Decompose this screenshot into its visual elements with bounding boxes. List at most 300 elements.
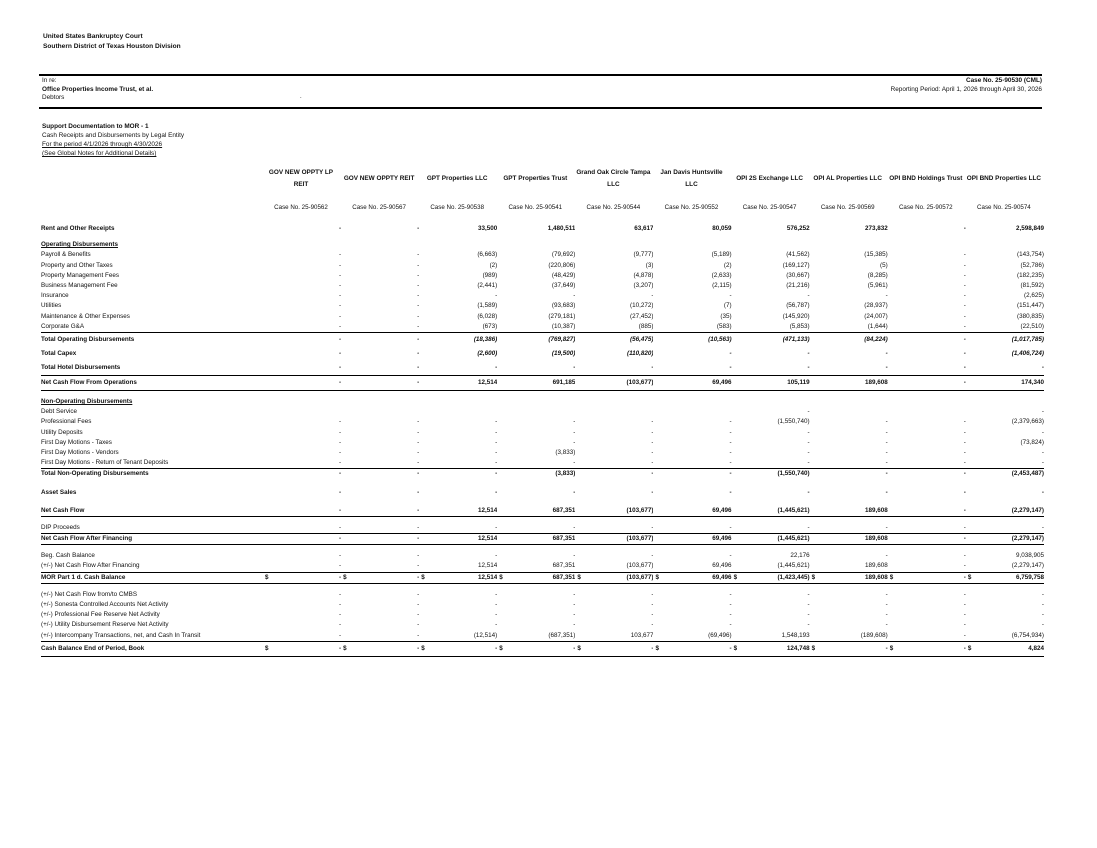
cell-amount: -	[495, 611, 498, 619]
cell-amount: (73,824)	[1020, 438, 1044, 446]
cell-amount: (93,683)	[551, 302, 576, 310]
cell-value	[653, 224, 731, 234]
cell-amount: -	[963, 601, 966, 609]
row-label: First Day Motions - Taxes	[41, 438, 112, 446]
cell-amount: -	[495, 470, 498, 478]
cell-amount: -	[729, 601, 732, 609]
cell-value	[885, 438, 966, 448]
cell-value	[807, 600, 888, 610]
cell-value	[575, 417, 653, 427]
cell-value	[963, 641, 1044, 656]
cell-value	[497, 561, 575, 572]
entity-name-header: Jan Davis Huntsville LLC	[660, 169, 723, 188]
cell-value	[575, 428, 653, 438]
row-label: Non-Operating Disbursements	[41, 398, 133, 406]
cell-value	[732, 600, 810, 610]
table-row	[41, 523, 1044, 534]
cell-value	[575, 641, 653, 656]
cell-value	[885, 551, 966, 561]
cell-amount: -	[417, 459, 420, 467]
cell-value	[575, 347, 653, 361]
cell-value	[653, 376, 731, 391]
cell-amount: (2,379,663)	[1011, 418, 1044, 426]
cell-amount: -	[495, 590, 498, 598]
cell-amount: -	[417, 292, 420, 300]
cell-amount: -	[495, 644, 498, 652]
cell-value	[338, 417, 420, 427]
cell-value	[338, 301, 420, 311]
cell-amount: -	[651, 488, 654, 496]
cell-value	[497, 641, 575, 656]
cell-value	[653, 397, 731, 407]
table-row	[41, 271, 1044, 281]
cell-amount: -	[417, 225, 420, 232]
cell-value	[575, 448, 653, 458]
cell-value	[810, 551, 888, 561]
cell-value	[810, 469, 888, 480]
cell-value	[653, 417, 731, 427]
cell-amount: -	[807, 590, 810, 598]
cell-amount: -	[651, 470, 654, 478]
entity-name-header: GPT Properties LLC	[426, 175, 488, 182]
cell-amount: (2,633)	[711, 271, 732, 279]
cell-value	[810, 561, 888, 572]
cell-value	[810, 281, 888, 291]
cell-amount: -	[417, 621, 420, 629]
row-label: (+/-) Net Cash Flow After Financing	[41, 561, 263, 572]
cell-amount: -	[1041, 459, 1044, 467]
cell-amount: -	[963, 261, 966, 269]
cell-value	[732, 458, 810, 469]
cell-value	[810, 376, 888, 391]
cell-amount: 124,748	[786, 644, 810, 652]
cell-amount: (2,279,147)	[1011, 562, 1044, 570]
cell-amount: -	[885, 488, 888, 496]
cell-value	[888, 261, 966, 271]
row-label: Utility Deposits	[41, 428, 83, 436]
row-label: Insurance	[41, 292, 69, 300]
cell-value	[732, 572, 810, 583]
cell-value	[419, 551, 497, 561]
entity-name-header: Grand Oak Circle Tampa LLC	[576, 169, 651, 188]
cell-value	[263, 458, 341, 469]
cell-value	[653, 301, 731, 311]
table-row	[41, 333, 1044, 348]
cell-amount: -	[573, 459, 576, 467]
cell-amount: -	[963, 506, 966, 514]
cell-value	[653, 407, 731, 417]
cell-amount: (103,677)	[626, 506, 654, 514]
cell-amount: -	[338, 506, 342, 514]
table-row	[41, 620, 1044, 630]
cell-value	[885, 448, 966, 458]
cell-value	[810, 534, 888, 545]
cell-value	[497, 376, 575, 391]
cell-value	[497, 428, 575, 438]
row-label: MOR Part 1 d. Cash Balance	[41, 572, 263, 583]
cell-amount: 9,038,905	[1015, 552, 1044, 560]
cell-amount: -	[1041, 364, 1044, 372]
table-row	[41, 486, 1044, 500]
cell-value	[732, 250, 810, 260]
cell-amount: -	[1041, 449, 1044, 457]
cell-value	[575, 561, 653, 572]
cell-amount: (6,663)	[477, 251, 498, 259]
cell-amount: (1,017,785)	[1011, 336, 1044, 344]
row-label: Corporate G&A	[41, 322, 263, 333]
entity-case-number: Case No. 25-90562	[274, 204, 328, 211]
header-top-rule	[39, 74, 1042, 76]
cell-value	[963, 312, 1044, 322]
cell-amount: (103,677)	[626, 562, 654, 570]
cell-value	[732, 240, 810, 250]
cell-amount: (182,235)	[1017, 271, 1044, 279]
cell-value	[807, 291, 888, 301]
cell-amount: 189,608	[864, 562, 888, 570]
cell-amount: (10,272)	[630, 302, 654, 310]
cell-value	[575, 523, 653, 534]
row-label: First Day Motions - Return of Tenant Deposits	[41, 458, 263, 469]
cell-value	[419, 590, 497, 600]
entity-name-header: GOV NEW OPPTY LP REIT	[268, 169, 334, 188]
cell-value	[338, 523, 420, 534]
cell-value	[885, 417, 966, 427]
entity-name-header: OPI AL Properties LLC	[813, 175, 882, 182]
cell-value	[653, 261, 731, 271]
cell-value	[732, 322, 810, 333]
cell-value	[807, 428, 888, 438]
currency-symbol: $	[265, 573, 269, 581]
cell-amount: -	[495, 449, 498, 457]
cell-amount: -	[651, 644, 654, 652]
cell-value	[419, 322, 497, 333]
cell-amount: (79,692)	[551, 251, 576, 259]
cell-value	[338, 641, 420, 656]
cell-amount: -	[651, 364, 654, 372]
cell-amount: (5,961)	[867, 282, 888, 290]
cell-amount: (2,279,147)	[1011, 535, 1044, 543]
cell-amount: -	[963, 350, 966, 358]
cell-value	[497, 361, 575, 376]
cell-value	[575, 312, 653, 322]
cell-value	[263, 469, 341, 480]
cell-value	[497, 534, 575, 545]
row-label: Professional Fees	[41, 418, 92, 426]
cell-value	[653, 240, 731, 250]
cell-amount: -	[963, 438, 966, 446]
cell-amount: -	[338, 590, 342, 598]
cell-value	[888, 271, 966, 281]
cell-amount: (22,510)	[1020, 322, 1044, 330]
cell-value	[888, 322, 966, 333]
cell-value	[419, 281, 497, 291]
cell-amount: (52,786)	[1020, 261, 1044, 269]
cell-value	[263, 281, 341, 291]
cell-value	[732, 590, 810, 600]
cell-amount: 576,252	[786, 225, 810, 232]
cell-amount: -	[338, 379, 342, 387]
cell-amount: -	[495, 552, 498, 560]
cell-value	[963, 333, 1044, 348]
cell-value	[575, 458, 653, 469]
table-row	[41, 534, 1044, 545]
cell-amount: -	[573, 488, 576, 496]
cell-value	[885, 486, 966, 500]
cell-value	[885, 458, 966, 469]
cell-amount: -	[651, 523, 654, 531]
cell-amount: -	[963, 573, 966, 581]
cell-value	[732, 486, 810, 500]
cell-value	[497, 610, 575, 620]
cell-amount: (56,475)	[630, 336, 654, 344]
cell-amount: (471,133)	[782, 336, 810, 344]
cell-value	[885, 523, 966, 534]
table-row	[41, 250, 1044, 260]
cell-value	[653, 361, 731, 376]
cell-value	[575, 631, 653, 642]
cell-amount: (35)	[720, 312, 732, 320]
cell-amount: (769,827)	[548, 336, 576, 344]
cell-value	[732, 361, 810, 376]
cell-value	[263, 407, 341, 417]
cell-amount: (19,500)	[551, 350, 576, 358]
cell-value	[263, 620, 341, 630]
cell-value	[263, 631, 341, 642]
cell-amount: 1,480,511	[547, 225, 576, 232]
cell-value	[263, 534, 341, 545]
cell-amount: (8,285)	[867, 271, 888, 279]
cell-amount: -	[651, 611, 654, 619]
cell-amount: -	[573, 621, 576, 629]
row-label: Operating Disbursements	[41, 241, 118, 249]
cell-value	[338, 610, 420, 620]
entity-case-number: Case No. 25-90574	[977, 204, 1031, 211]
cell-value	[732, 407, 810, 417]
cell-amount: -	[573, 428, 576, 436]
cell-value	[263, 600, 341, 610]
cell-value	[963, 250, 1044, 260]
cell-amount: -	[338, 428, 342, 436]
cell-amount: (15,385)	[864, 251, 888, 259]
cell-value	[807, 486, 888, 500]
cell-amount: -	[338, 523, 342, 531]
cell-amount: (56,787)	[786, 302, 810, 310]
cell-value	[963, 534, 1044, 545]
cell-amount: -	[573, 292, 576, 300]
cell-amount: -	[885, 418, 888, 426]
entity-name-header: GOV NEW OPPTY REIT	[343, 175, 415, 182]
cell-value	[807, 523, 888, 534]
cell-amount: -	[338, 459, 342, 467]
cell-amount: -	[729, 470, 732, 478]
cell-amount: -	[729, 590, 732, 598]
cell-value	[810, 301, 888, 311]
cell-value	[419, 301, 497, 311]
cell-value	[263, 486, 341, 500]
cell-value	[419, 291, 497, 301]
row-label: Business Management Fee	[41, 282, 118, 290]
cell-amount: -	[963, 611, 966, 619]
cell-value	[963, 438, 1044, 448]
cell-amount: -	[338, 336, 342, 344]
cell-amount: -	[1041, 611, 1044, 619]
cell-value	[341, 240, 419, 250]
cell-value	[732, 376, 810, 391]
court-district: Southern District of Texas Houston Division	[43, 43, 181, 50]
table-row	[41, 397, 1044, 407]
cell-amount: -	[963, 364, 966, 372]
cell-amount: -	[417, 590, 420, 598]
cell-value	[419, 428, 497, 438]
cell-value	[732, 428, 810, 438]
cell-value	[575, 322, 653, 333]
cell-value	[338, 534, 420, 545]
cell-value	[263, 361, 341, 376]
cell-value	[810, 506, 888, 517]
cell-value	[497, 417, 575, 427]
cell-amount: (41,562)	[786, 251, 810, 259]
cell-value	[338, 551, 420, 561]
cell-value	[732, 417, 810, 427]
cell-amount: -	[338, 621, 342, 629]
cell-value	[419, 641, 497, 656]
currency-symbol: $	[499, 644, 503, 652]
cell-value	[963, 281, 1044, 291]
cell-value	[497, 397, 575, 407]
cell-amount: -	[885, 292, 888, 300]
cell-value	[263, 506, 341, 517]
cell-amount: -	[651, 459, 654, 467]
cell-value	[419, 261, 497, 271]
cell-amount: -	[963, 336, 966, 344]
cell-value	[807, 458, 888, 469]
cell-value	[419, 376, 497, 391]
cell-value	[810, 333, 888, 348]
cell-value	[732, 469, 810, 480]
cell-value	[810, 417, 888, 427]
entity-case-number: Case No. 25-90547	[742, 204, 797, 211]
entity-name-header: GPT Properties Trust	[503, 175, 568, 182]
cell-value	[888, 407, 966, 417]
debtor-name: Office Properties Income Trust, et al.	[42, 85, 154, 93]
cell-amount: (885)	[638, 322, 654, 330]
cell-value	[419, 458, 497, 469]
cell-amount: 22,176	[790, 552, 810, 560]
cell-amount: -	[885, 611, 888, 619]
currency-symbol: $	[733, 573, 738, 581]
cell-value	[419, 333, 497, 348]
cell-value	[653, 486, 731, 500]
cell-value	[497, 469, 575, 480]
cell-value	[885, 347, 966, 361]
cell-value	[419, 397, 497, 407]
cell-value	[653, 438, 731, 448]
cell-value	[653, 281, 731, 291]
cell-value	[653, 458, 731, 469]
cell-value	[419, 561, 497, 572]
cell-value	[497, 407, 575, 417]
cell-value	[653, 523, 731, 534]
cell-value	[497, 620, 575, 630]
table-row	[41, 281, 1044, 291]
cell-value	[653, 291, 731, 301]
support-block	[42, 122, 184, 158]
cell-amount: -	[963, 535, 966, 543]
reporting-period: Reporting Period: April 1, 2026 through April 30, 2026	[890, 85, 1042, 93]
table-row	[41, 376, 1044, 391]
cell-value	[263, 572, 341, 583]
table-row	[41, 291, 1044, 301]
cell-amount: 12,514	[478, 506, 498, 514]
cell-value	[653, 347, 731, 361]
cell-amount: -	[807, 621, 810, 629]
cell-amount: -	[573, 364, 576, 372]
cell-amount: -	[1041, 601, 1044, 609]
cell-value	[810, 322, 888, 333]
cell-amount: (1,445,621)	[777, 506, 810, 514]
cell-value	[807, 590, 888, 600]
cell-amount: (151,447)	[1017, 302, 1044, 310]
table-row	[41, 551, 1044, 561]
cell-amount: -	[417, 350, 420, 358]
currency-symbol: $	[421, 573, 425, 581]
cell-amount: -	[963, 251, 966, 259]
cell-amount: (10,387)	[551, 322, 576, 330]
cell-amount: -	[338, 312, 342, 320]
table-row	[41, 600, 1044, 610]
cell-value	[575, 572, 653, 583]
cell-value	[575, 534, 653, 545]
cell-amount: -	[417, 535, 420, 543]
cell-amount: -	[573, 611, 576, 619]
cell-amount: -	[885, 621, 888, 629]
cell-amount: -	[338, 271, 342, 279]
cell-value	[963, 271, 1044, 281]
cell-amount: -	[885, 428, 888, 436]
cell-amount: -	[495, 601, 498, 609]
cell-value	[263, 240, 341, 250]
cell-value	[963, 417, 1044, 427]
court-name: United States Bankruptcy Court	[43, 33, 143, 40]
cell-amount: (5)	[880, 261, 888, 269]
cell-amount: (1,644)	[867, 322, 888, 330]
cell-value	[419, 469, 497, 480]
cell-value	[497, 291, 575, 301]
cell-value	[263, 301, 341, 311]
cell-amount: -	[495, 418, 498, 426]
cell-amount: -	[651, 601, 654, 609]
cell-amount: (1,406,724)	[1011, 350, 1044, 358]
cell-value	[888, 631, 966, 642]
cell-amount: -	[729, 621, 732, 629]
cell-value	[341, 407, 419, 417]
debtors-label: Debtors	[42, 94, 65, 101]
cell-amount: (9,777)	[633, 251, 654, 259]
cell-amount: (30,667)	[786, 271, 810, 279]
table-row	[41, 417, 1044, 427]
cell-value	[263, 291, 341, 301]
cell-amount: 687,351	[552, 535, 576, 543]
cell-value	[263, 610, 341, 620]
cell-amount: -	[417, 644, 420, 652]
cell-amount: -	[807, 438, 810, 446]
entity-case-number: Case No. 25-90552	[664, 204, 719, 211]
cell-amount: -	[495, 459, 498, 467]
currency-symbol: $	[577, 573, 581, 581]
cell-value	[963, 600, 1044, 610]
cell-amount: -	[729, 292, 732, 300]
cell-amount: -	[495, 292, 498, 300]
